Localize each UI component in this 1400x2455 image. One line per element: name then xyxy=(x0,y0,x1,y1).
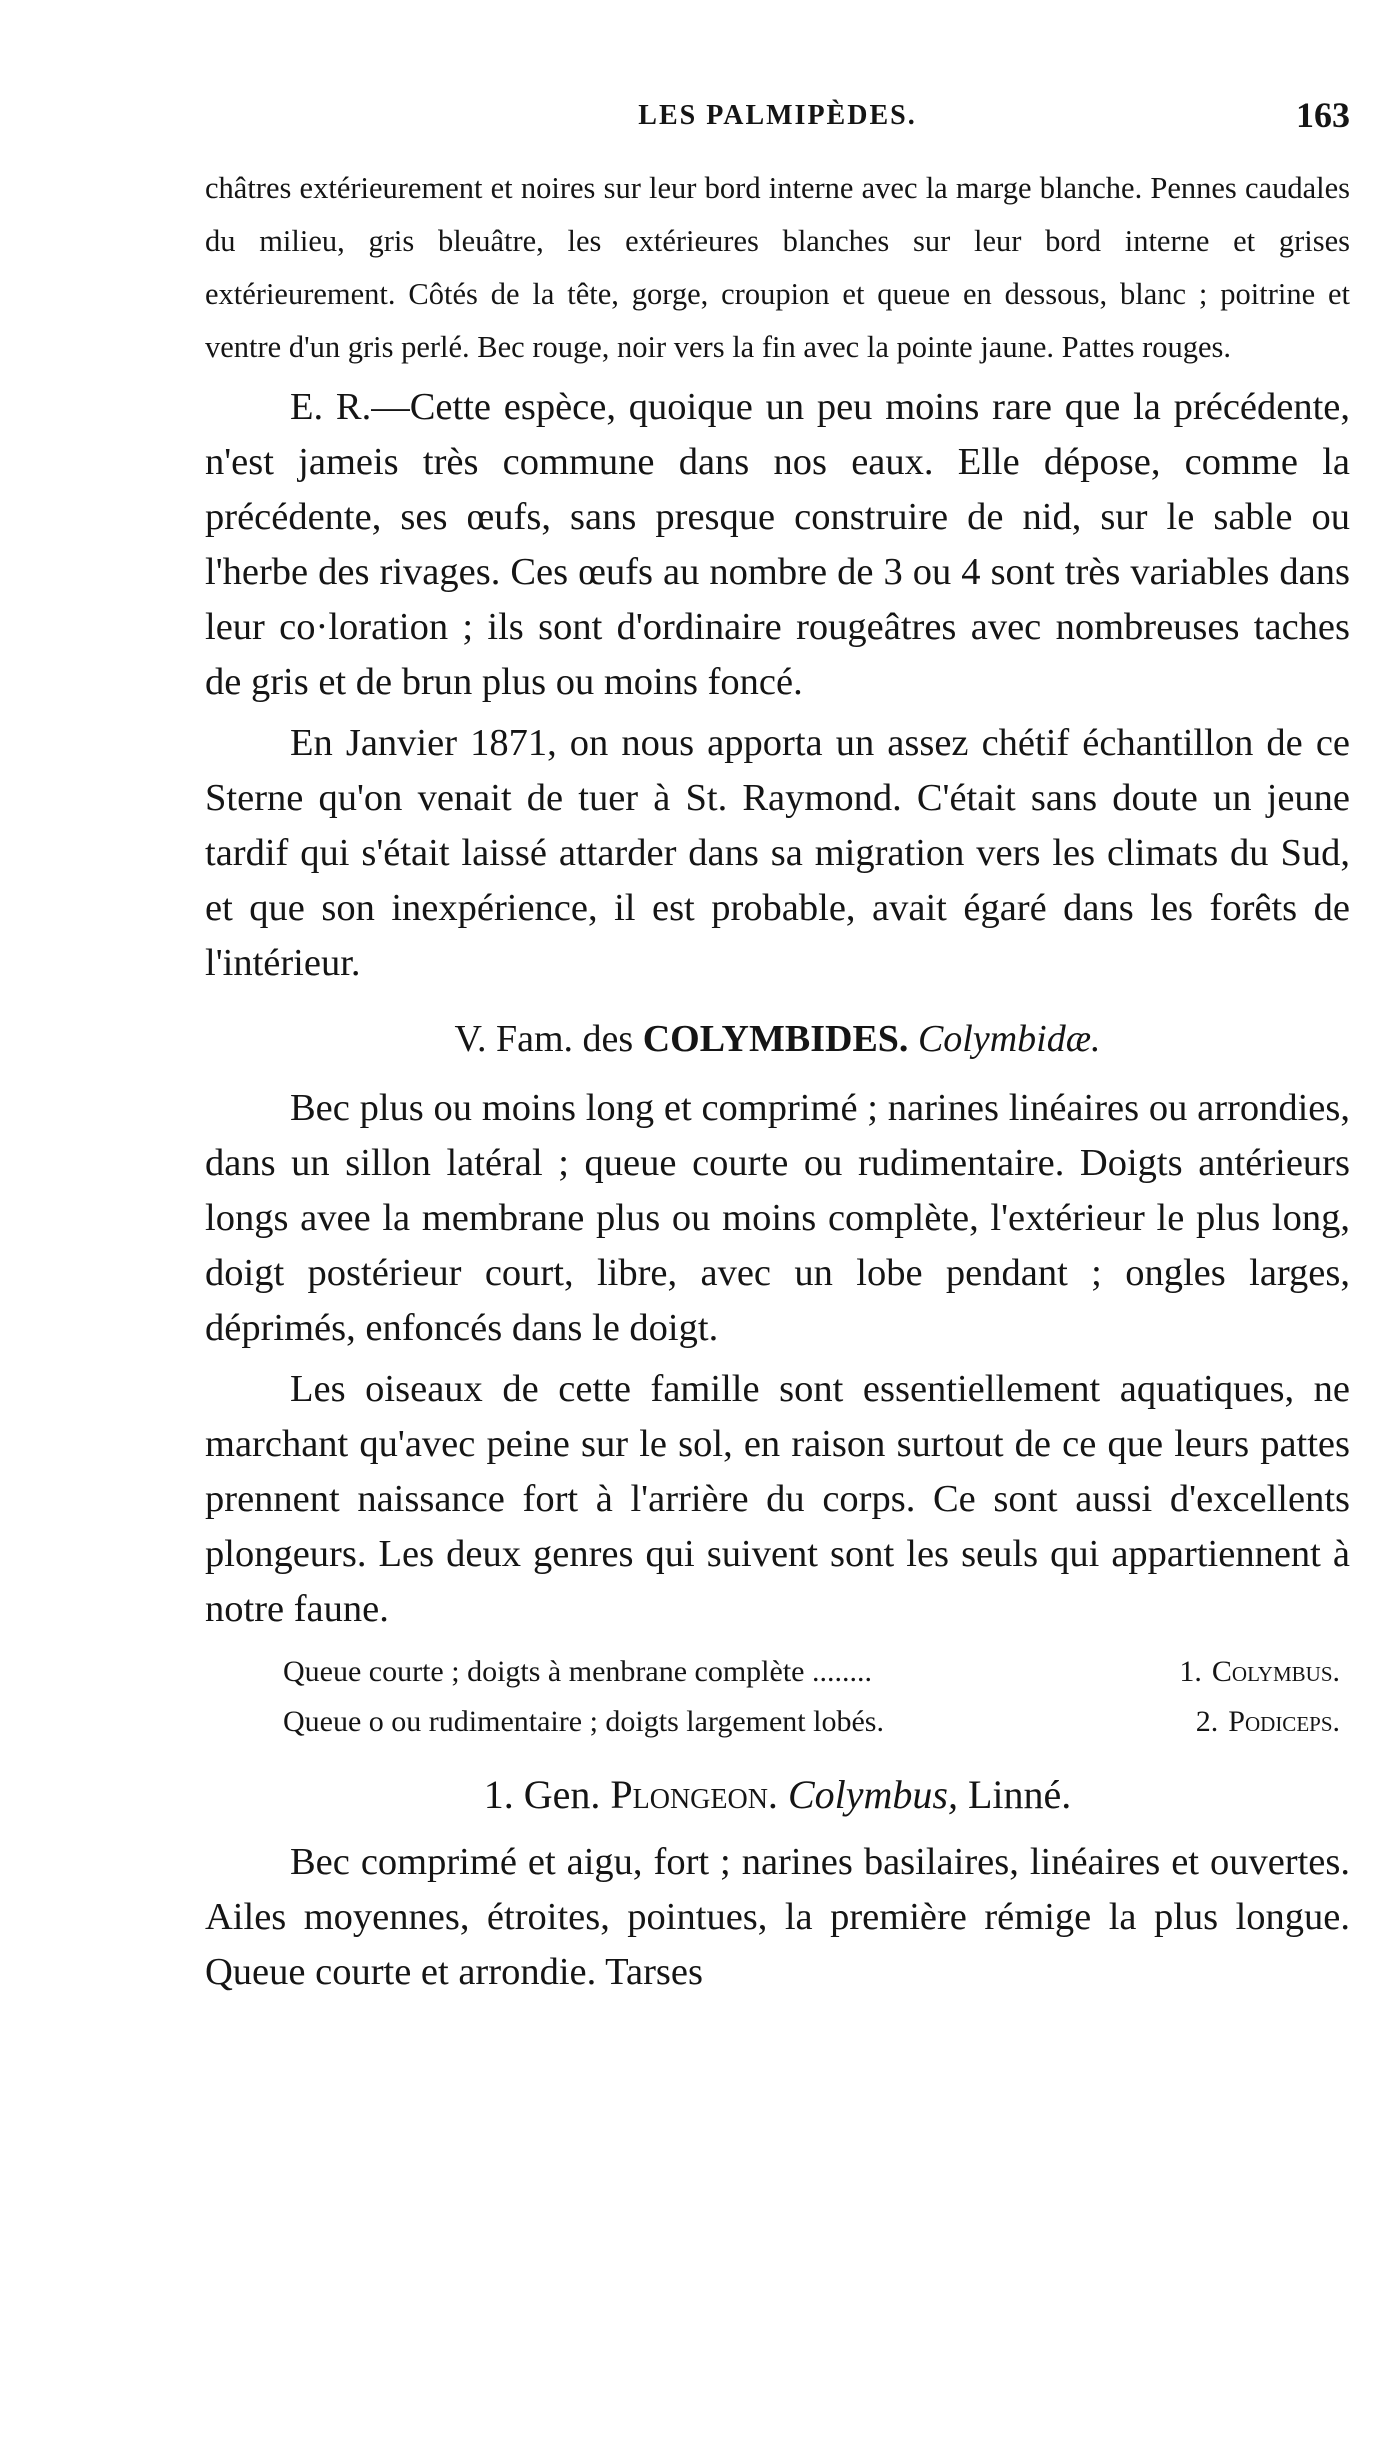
book-page xyxy=(205,90,1350,2000)
key-genus: Podiceps. xyxy=(1228,1705,1340,1738)
genus-description: Bec comprimé et aigu, fort ; narines basilaires, linéaires et ouvertes. Ailes moyennes, étroites, pointues, la première rémige la plus longue. Queue courte et arrondie. Tarses xyxy=(205,1841,1350,1993)
key-result xyxy=(1196,1697,1340,1747)
key-row xyxy=(283,1697,1350,1747)
family-heading xyxy=(205,1011,1350,1067)
genus-name: Plongeon. xyxy=(610,1772,778,1817)
key-result xyxy=(1179,1647,1340,1697)
genus-prefix: 1. Gen. xyxy=(483,1772,601,1817)
description-paragraph: châtres extérieurement et noires sur leur bord interne avec la marge blanche. Pennes caudales du milieu, gris bleuâtre, les extérieures blanches sur leur bord interne et grises extérieurement. Côtés de la tête, gorge, croupion et queue en dessous, blanc ; poitrine et ventre d'un gris perlé. Bec rouge, noir vers la fin avec la pointe jaune. Pattes rouges. xyxy=(205,171,1350,364)
genus-latin-name: Colymbus, xyxy=(787,1772,958,1817)
family-description: Bec plus ou moins long et comprimé ; narines linéaires ou arrondies, dans un sillon latéral ; queue courte ou rudimentaire. Doigts antérieurs longs avee la membrane plus ou moins complète, l'extérieur le plus long, doigt postérieur court, libre, avec un lobe pendant ; ongles larges, déprimés, enfoncés dans le doigt. xyxy=(205,1087,1350,1349)
family-latin-name: Colymbidæ. xyxy=(917,1018,1101,1060)
key-text: Queue courte ; doigts à menbrane complète ........ xyxy=(283,1655,872,1688)
page-header xyxy=(205,90,1350,150)
key-row xyxy=(283,1647,1350,1697)
running-head: LES PALMIPÈDES. xyxy=(638,100,917,131)
genus-heading xyxy=(205,1767,1350,1823)
family-prefix: V. Fam. des xyxy=(454,1018,634,1060)
er-paragraph: E. R.—Cette espèce, quoique un peu moins rare que la précédente, n'est jameis très commune dans nos eaux. Elle dépose, comme la précédente, ses œufs, sans presque construire de nid, sur le sable ou l'herbe des rivages. Ces œufs au nombre de 3 ou 4 sont très variables dans leur co·loration ; ils sont d'ordinaire rougeâtres avec nombreuses taches de gris et de brun plus ou moins foncé. xyxy=(205,386,1350,703)
page-number: 163 xyxy=(1296,95,1350,135)
key-genus: Colymbus. xyxy=(1211,1655,1340,1688)
key-text: Queue o ou rudimentaire ; doigts largement lobés. xyxy=(283,1705,884,1738)
family-name: COLYMBIDES. xyxy=(642,1018,909,1060)
january-paragraph: En Janvier 1871, on nous apporta un assez chétif échantillon de ce Sterne qu'on venait de tuer à St. Raymond. C'était sans doute un jeune tardif qui s'était laissé attarder dans sa migration vers les climats du Sud, et que son inexpérience, il est probable, avait égaré dans les forêts de l'intérieur. xyxy=(205,722,1350,984)
genus-key xyxy=(283,1647,1350,1747)
key-number: 2. xyxy=(1195,1705,1219,1738)
key-number: 1. xyxy=(1179,1655,1202,1688)
family-habits: Les oiseaux de cette famille sont essentiellement aquatiques, ne marchant qu'avec peine sur le sol, en raison surtout de ce que leurs pattes prennent naissance fort à l'arrière du corps. Ce sont aussi d'excellents plongeurs. Les deux genres qui suivent sont les seuls qui appartiennent à notre faune. xyxy=(205,1368,1350,1630)
genus-author: Linné. xyxy=(967,1772,1072,1817)
